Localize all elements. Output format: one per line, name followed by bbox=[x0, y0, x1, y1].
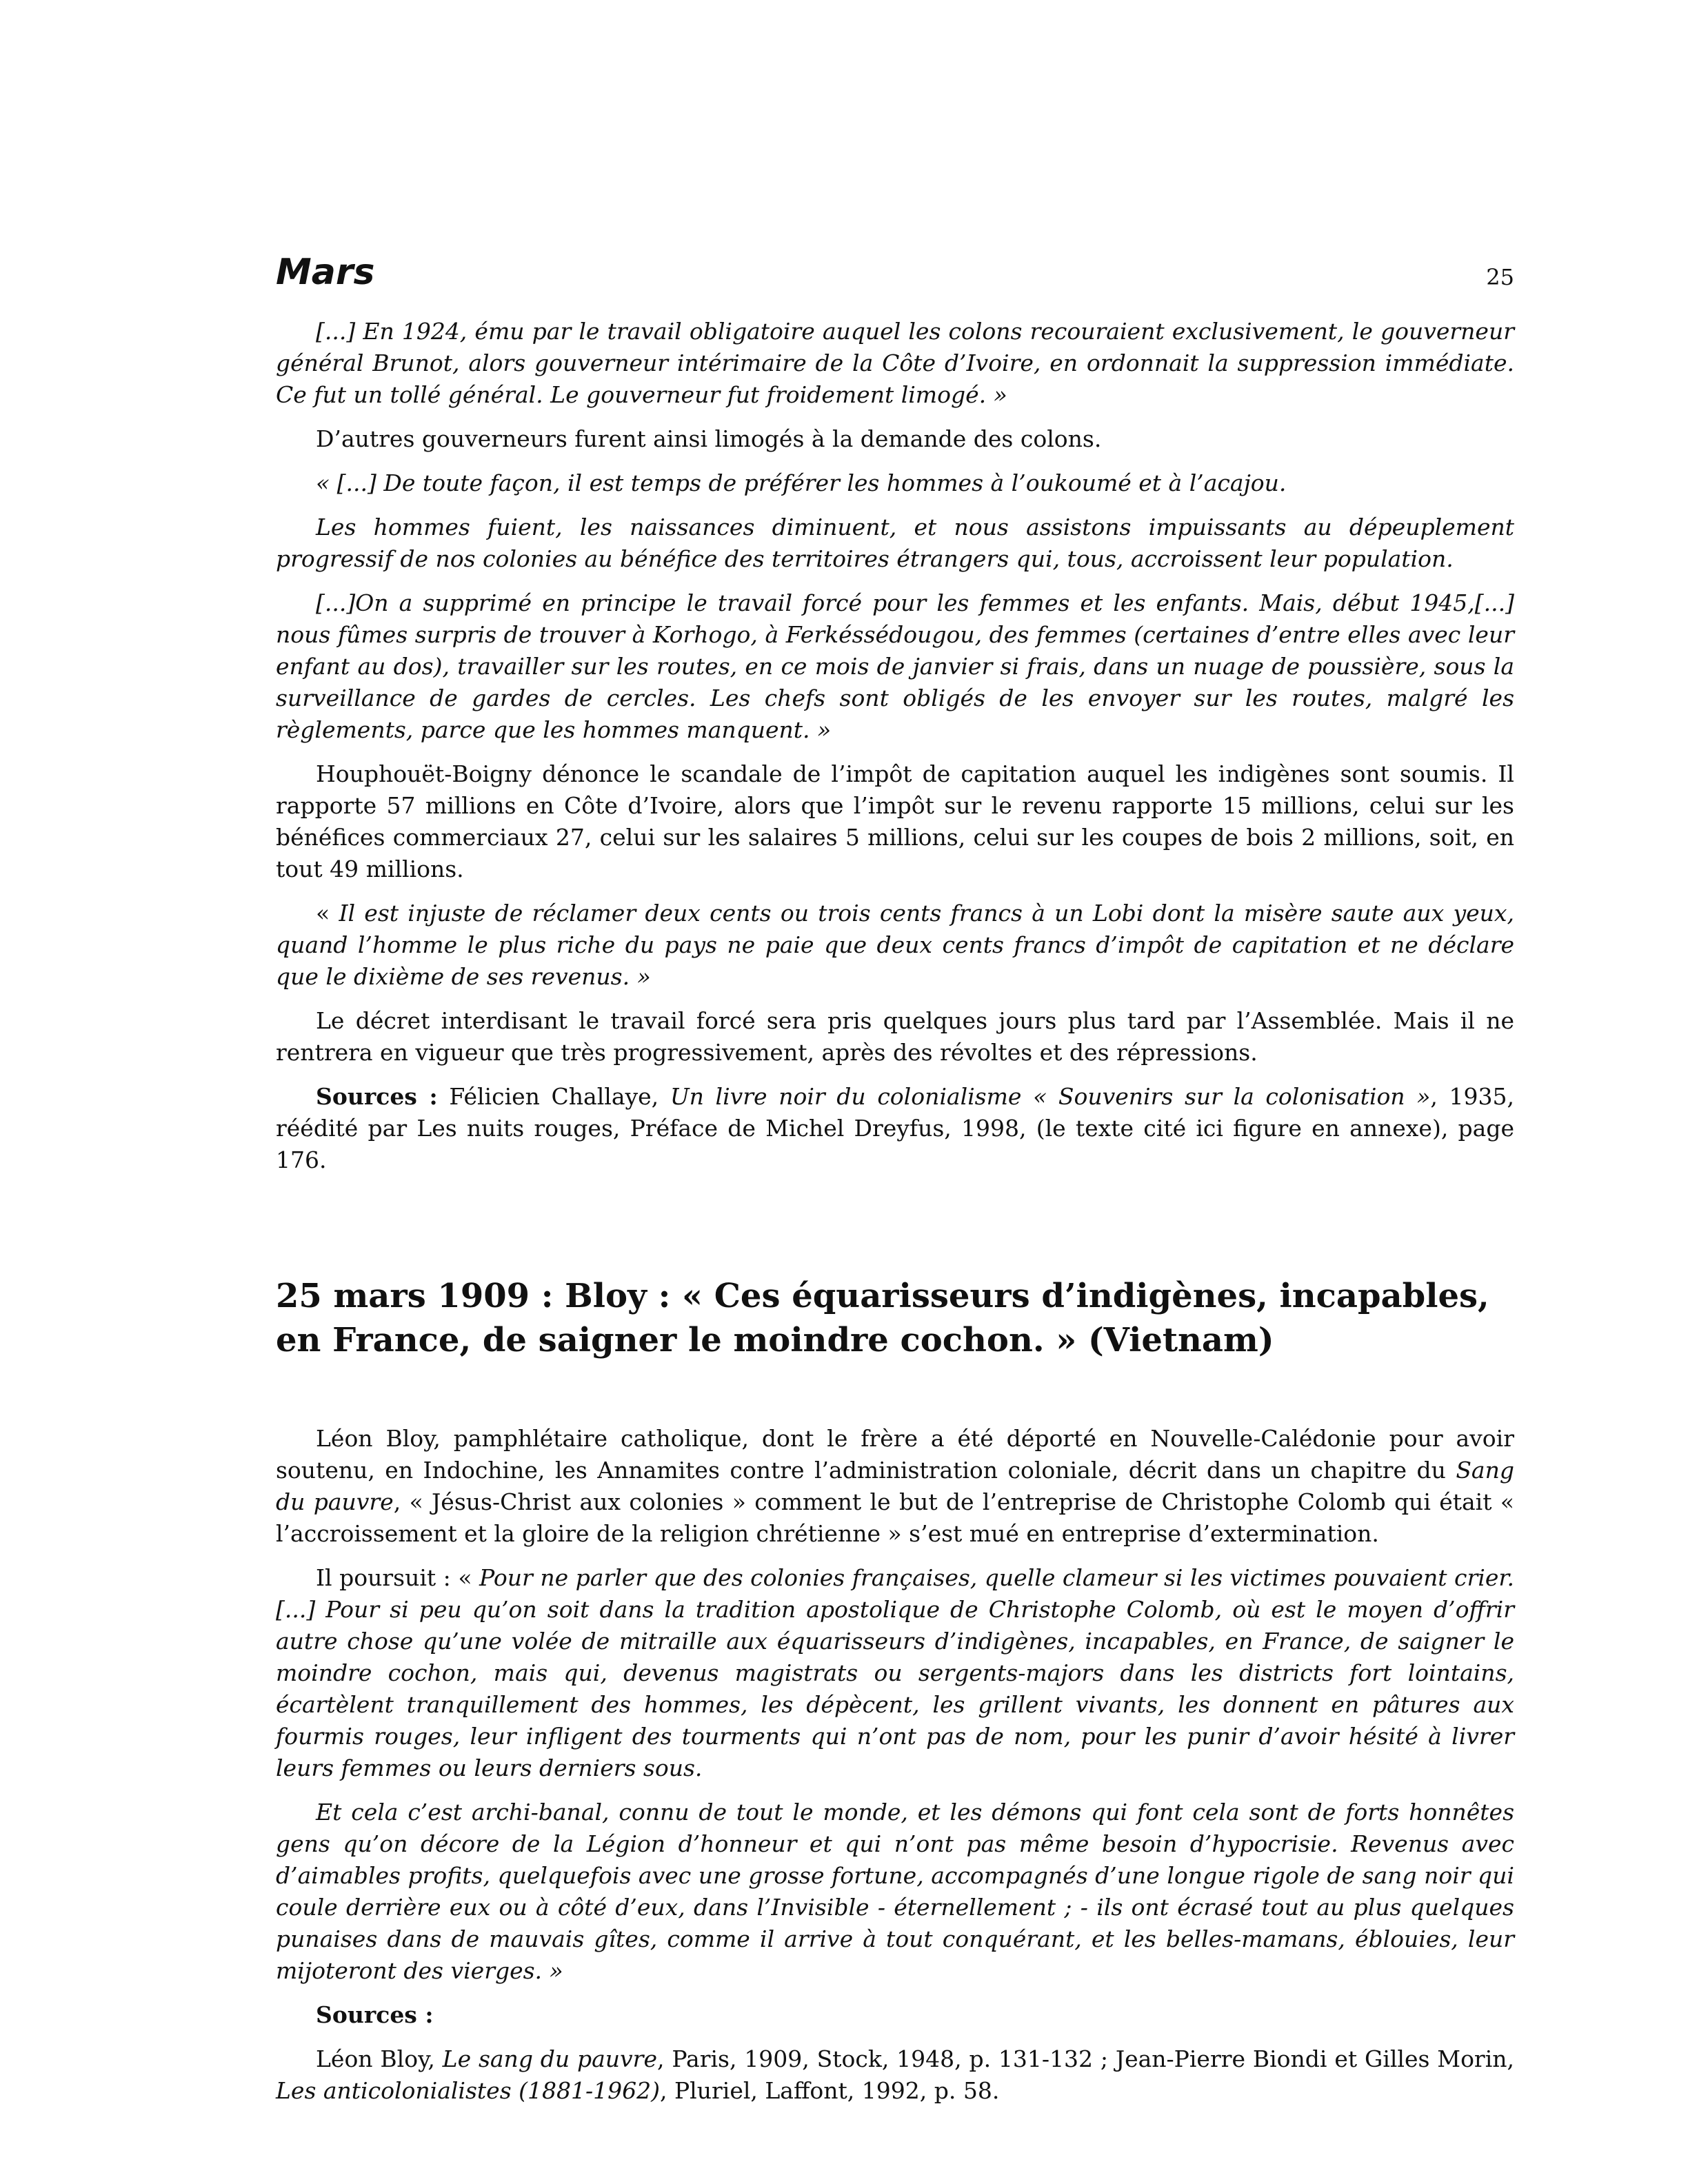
text-span: Léon Bloy, pamphlétaire catholique, dont le frère a été déporté en Nouvelle-Calédonie pour avoir soutenu, en Indochine, les Annamites contre l’administration coloniale, décrit dans un chapitre du bbox=[276, 1425, 1514, 1484]
text-span: , « Jésus-Christ aux colonies » comment le but de l’entreprise de Christophe Colomb qui était « l’accroissement et la gloire de la religion chrétienne » s’est mué en entreprise d’extermination. bbox=[276, 1488, 1515, 1547]
quote-paragraph: [...]On a supprimé en principe le travail forcé pour les femmes et les enfants. Mais, début 1945,[...] nous fûmes surpris de trouver à Korhogo, à Ferkéssédougou, des femmes (certaines d’entre elles avec leur enfant au dos), travailler sur les routes, en ce mois de janvier si frais, dans un nuage de poussière, sous la surveillance de gardes de cercles. Les chefs sont obligés de les envoyer sur les routes, malgré les règlements, parce que les hommes manquent. » bbox=[276, 589, 1514, 743]
sources-text: Félicien Challaye, bbox=[437, 1083, 670, 1110]
page-number: 25 bbox=[1486, 264, 1514, 290]
quote-paragraph: Et cela c’est archi-banal, connu de tout le monde, et les démons qui font cela sont de forts honnêtes gens qu’on décore de la Légion d’honneur et qui n’ont pas même besoin d’hypocrisie. Revenus avec d’aimables profits, quelquefois avec une grosse fortune, accompagnés d’une longue rigole de sang noir qui coule derrière eux ou à côté d’eux, dans l’Invisible - éternellement ; - ils ont écrasé tout au plus quelques punaises dans de mauvais gîtes, comme il arrive à tout conquérant, et les belles-mamans, éblouies, leur mijoteront des vierges. » bbox=[276, 1799, 1514, 1984]
sources-label: Sources : bbox=[316, 2001, 434, 2028]
quote-paragraph: « [...] De toute façon, il est temps de préférer les hommes à l’oukoumé et à l’acajou. bbox=[316, 469, 1287, 496]
body-paragraph: D’autres gouverneurs furent ainsi limogés à la demande des colons. bbox=[316, 425, 1102, 452]
book-title: Les anticolonialistes (1881-1962) bbox=[276, 2077, 660, 2104]
sources-paragraph bbox=[276, 1081, 1514, 1176]
quote-paragraph: Les hommes fuient, les naissances diminuent, et nous assistons impuissants au dépeuplement progressif de nos colonies au bénéfice des territoires étrangers qui, tous, accroissent leur population. bbox=[276, 514, 1514, 572]
body-paragraph: Houphouët-Boigny dénonce le scandale de l’impôt de capitation auquel les indigènes sont soumis. Il rapporte 57 millions en Côte d’Ivoire, alors que l’impôt sur le revenu rapporte 15 millions, celui sur les bénéfices commerciaux 27, celui sur les salaires 5 millions, celui sur les coupes de bois 2 millions, soit, en tout 49 millions. bbox=[276, 760, 1514, 882]
page-header bbox=[276, 248, 1514, 296]
sources-paragraph bbox=[276, 2043, 1514, 2107]
body-paragraph bbox=[276, 1423, 1514, 1550]
text-span: Léon Bloy, bbox=[316, 2045, 443, 2072]
page bbox=[276, 248, 1514, 2119]
sources-book-title: Un livre noir du colonialisme « Souvenirs sur la colonisation » bbox=[670, 1083, 1431, 1110]
text-span: , Paris, 1909, Stock, 1948, p. 131-132 ; Jean-Pierre Biondi et Gilles Morin, bbox=[657, 2045, 1515, 2072]
book-title: Sang du pauvre bbox=[276, 1457, 1514, 1515]
sources-label: Sources : bbox=[316, 1083, 438, 1110]
section-heading: 25 mars 1909 : Bloy : « Ces équarisseurs d’indigènes, incapables, en France, de saigner le moindre cochon. » (Vietnam) bbox=[276, 1277, 1489, 1359]
book-title: Le sang du pauvre bbox=[442, 2045, 657, 2072]
running-title: Mars bbox=[276, 252, 375, 293]
quote-paragraph: [...] En 1924, ému par le travail obligatoire auquel les colons recouraient exclusivement, le gouverneur général Brunot, alors gouverneur intérimaire de la Côte d’Ivoire, en ordonnait la suppression immédiate. Ce fut un tollé général. Le gouverneur fut froidement limogé. » bbox=[276, 318, 1514, 408]
quote-paragraph bbox=[276, 898, 1514, 993]
quote-text: Il est injuste de réclamer deux cents ou trois cents francs à un Lobi dont la misère saute aux yeux, quand l’homme le plus riche du pays ne paie que deux cents francs d’impôt de capitation et ne déclare que le dixième de ses revenus. » bbox=[276, 900, 1514, 990]
sources-text: , 1935, réédité par Les nuits rouges, Préface de Michel Dreyfus, 1998, (le texte cité ici figure en annexe), page 176. bbox=[276, 1083, 1515, 1173]
open-guillemet: « bbox=[316, 900, 339, 927]
body-paragraph: Le décret interdisant le travail forcé sera pris quelques jours plus tard par l’Assemblée. Mais il ne rentrera en vigueur que très progressivement, après des révoltes et des répressions. bbox=[276, 1007, 1514, 1066]
text-span: , Pluriel, Laffont, 1992, p. 58. bbox=[660, 2077, 1000, 2104]
body-paragraph bbox=[276, 1562, 1514, 1784]
text-span: Il poursuit : « bbox=[316, 1564, 480, 1591]
sources-heading-paragraph bbox=[276, 1999, 1514, 2031]
quote-text: Pour ne parler que des colonies françaises, quelle clameur si les victimes pouvaient crier. [...] Pour si peu qu’on soit dans la tradition apostolique de Christophe Colomb, où est le moyen d’offrir autre chose qu’une volée de mitraille aux équarisseurs d’indigènes, incapables, en France, de saigner le moindre cochon, mais qui, devenus magistrats ou sergents-majors dans les districts fort lointains, écartèlent tranquillement des hommes, les dépècent, les grillent vivants, les donnent en pâtures aux fourmis rouges, leur infligent des tourments qui n’ont pas de nom, pour les punir d’avoir hésité à livrer leurs femmes ou leurs derniers sous. bbox=[276, 1564, 1514, 1781]
